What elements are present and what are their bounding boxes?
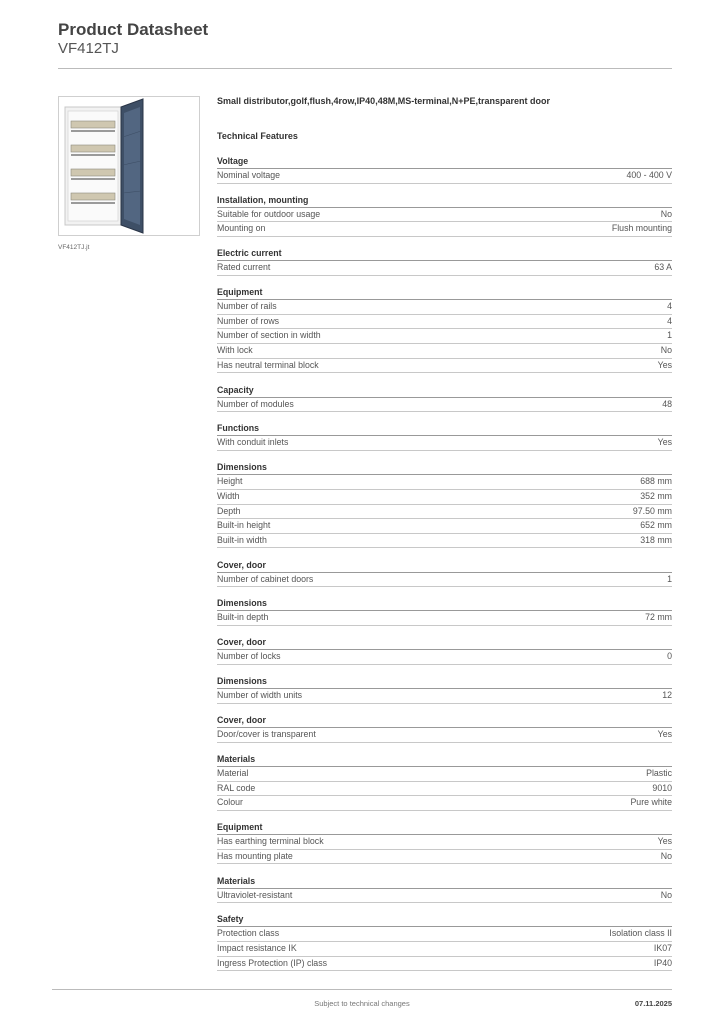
group-heading: Materials — [217, 875, 672, 889]
feature-label: Number of rails — [217, 301, 277, 312]
feature-row — [217, 261, 672, 276]
feature-label: Built-in width — [217, 534, 267, 545]
feature-row — [217, 889, 672, 904]
feature-row — [217, 957, 672, 972]
feature-value: IP40 — [653, 957, 672, 968]
feature-label: Width — [217, 490, 240, 501]
feature-row — [217, 728, 672, 743]
group-heading: Capacity — [217, 384, 672, 398]
feature-value: 0 — [667, 651, 672, 662]
feature-group — [217, 753, 672, 811]
feature-label: Ultraviolet-resistant — [217, 889, 293, 900]
feature-value: 97.50 mm — [632, 505, 672, 516]
feature-label: Material — [217, 768, 249, 779]
feature-value: IK07 — [653, 943, 672, 954]
feature-value: Yes — [657, 836, 672, 847]
feature-value: 72 mm — [645, 612, 672, 623]
feature-label: Number of locks — [217, 651, 281, 662]
group-heading: Cover, door — [217, 714, 672, 728]
feature-group — [217, 247, 672, 276]
feature-row — [217, 436, 672, 451]
feature-row — [217, 850, 672, 865]
feature-label: Door/cover is transparent — [217, 729, 316, 740]
feature-label: Number of cabinet doors — [217, 573, 314, 584]
feature-row — [217, 315, 672, 330]
feature-group — [217, 422, 672, 451]
feature-row — [217, 927, 672, 942]
product-description: Small distributor,golf,flush,4row,IP40,48M,MS-terminal,N+PE,transparent door — [217, 96, 550, 106]
feature-value: No — [660, 889, 672, 900]
product-code: VF412TJ — [58, 40, 119, 57]
feature-value: No — [660, 345, 672, 356]
feature-label: Ingress Protection (IP) class — [217, 957, 327, 968]
feature-group — [217, 286, 672, 373]
feature-value: 63 A — [654, 262, 672, 273]
feature-group — [217, 714, 672, 743]
feature-row — [217, 222, 672, 237]
image-caption: VF412TJ.jt — [58, 244, 90, 251]
feature-label: RAL code — [217, 782, 256, 793]
feature-value: 688 mm — [640, 476, 672, 487]
feature-group — [217, 675, 672, 704]
feature-label: Depth — [217, 505, 241, 516]
feature-value: 12 — [662, 690, 672, 701]
feature-value: 652 mm — [640, 520, 672, 531]
feature-value: Isolation class II — [609, 928, 672, 939]
feature-row — [217, 208, 672, 223]
feature-value: Yes — [657, 729, 672, 740]
feature-label: Number of section in width — [217, 330, 321, 341]
feature-value: Pure white — [630, 797, 672, 808]
feature-value: 4 — [667, 315, 672, 326]
feature-label: Has neutral terminal block — [217, 359, 319, 370]
group-heading: Functions — [217, 422, 672, 436]
feature-row — [217, 573, 672, 588]
page-title: Product Datasheet — [58, 20, 209, 39]
feature-group — [217, 821, 672, 864]
feature-group — [217, 461, 672, 548]
feature-group — [217, 875, 672, 904]
group-heading: Equipment — [217, 821, 672, 835]
feature-row — [217, 344, 672, 359]
group-heading: Electric current — [217, 247, 672, 261]
feature-row — [217, 329, 672, 344]
feature-row — [217, 689, 672, 704]
group-heading: Installation, mounting — [217, 194, 672, 208]
feature-row — [217, 611, 672, 626]
feature-label: Built-in height — [217, 520, 271, 531]
feature-row — [217, 942, 672, 957]
feature-value: 352 mm — [640, 490, 672, 501]
feature-value: 9010 — [652, 782, 672, 793]
feature-group — [217, 384, 672, 413]
feature-value: No — [660, 208, 672, 219]
feature-row — [217, 505, 672, 520]
feature-row — [217, 650, 672, 665]
feature-value: Yes — [657, 437, 672, 448]
group-heading: Cover, door — [217, 636, 672, 650]
feature-label: Protection class — [217, 928, 280, 939]
feature-value: Flush mounting — [611, 223, 672, 234]
feature-label: Suitable for outdoor usage — [217, 208, 321, 219]
feature-label: Number of modules — [217, 398, 294, 409]
feature-value: 1 — [667, 330, 672, 341]
feature-label: Number of width units — [217, 690, 303, 701]
feature-row — [217, 300, 672, 315]
feature-group — [217, 913, 672, 971]
feature-label: With conduit inlets — [217, 437, 289, 448]
feature-label: Number of rows — [217, 315, 280, 326]
feature-row — [217, 398, 672, 413]
group-heading: Safety — [217, 913, 672, 927]
feature-value: 48 — [662, 398, 672, 409]
feature-value: Yes — [657, 359, 672, 370]
feature-label: Has mounting plate — [217, 850, 293, 861]
feature-row — [217, 359, 672, 374]
feature-row — [217, 767, 672, 782]
feature-value: No — [660, 850, 672, 861]
feature-label: Rated current — [217, 262, 271, 273]
feature-label: Has earthing terminal block — [217, 836, 324, 847]
feature-label: Colour — [217, 797, 243, 808]
feature-value: Plastic — [646, 768, 672, 779]
feature-label: Impact resistance IK — [217, 943, 297, 954]
feature-value: 318 mm — [640, 534, 672, 545]
feature-label: Nominal voltage — [217, 170, 281, 180]
feature-row — [217, 835, 672, 850]
group-heading: Materials — [217, 753, 672, 767]
feature-label: With lock — [217, 345, 253, 356]
header-divider — [58, 68, 672, 69]
footer-date: 07.11.2025 — [634, 999, 672, 1008]
group-heading: Equipment — [217, 286, 672, 300]
feature-value: 1 — [667, 573, 672, 584]
feature-row — [217, 796, 672, 811]
feature-row — [217, 475, 672, 490]
feature-row — [217, 782, 672, 797]
technical-features-table — [217, 155, 672, 982]
group-heading: Cover, door — [217, 559, 672, 573]
group-heading: Dimensions — [217, 597, 672, 611]
feature-label: Height — [217, 476, 243, 487]
feature-row — [217, 169, 672, 184]
feature-label: Built-in depth — [217, 612, 269, 623]
feature-group — [217, 155, 672, 184]
feature-group — [217, 559, 672, 588]
feature-row — [217, 490, 672, 505]
feature-label: Mounting on — [217, 223, 266, 234]
distribution-board-illustration — [59, 97, 199, 235]
feature-group — [217, 194, 672, 237]
feature-row — [217, 534, 672, 549]
section-title: Technical Features — [217, 131, 298, 141]
group-heading: Voltage — [217, 155, 672, 169]
feature-group — [217, 597, 672, 626]
feature-value: 400 - 400 V — [626, 170, 672, 180]
feature-value: 4 — [667, 301, 672, 312]
group-heading: Dimensions — [217, 675, 672, 689]
feature-row — [217, 519, 672, 534]
product-image — [58, 96, 200, 236]
footer-divider — [52, 989, 672, 990]
feature-group — [217, 636, 672, 665]
group-heading: Dimensions — [217, 461, 672, 475]
footer-note: Subject to technical changes — [314, 999, 410, 1008]
